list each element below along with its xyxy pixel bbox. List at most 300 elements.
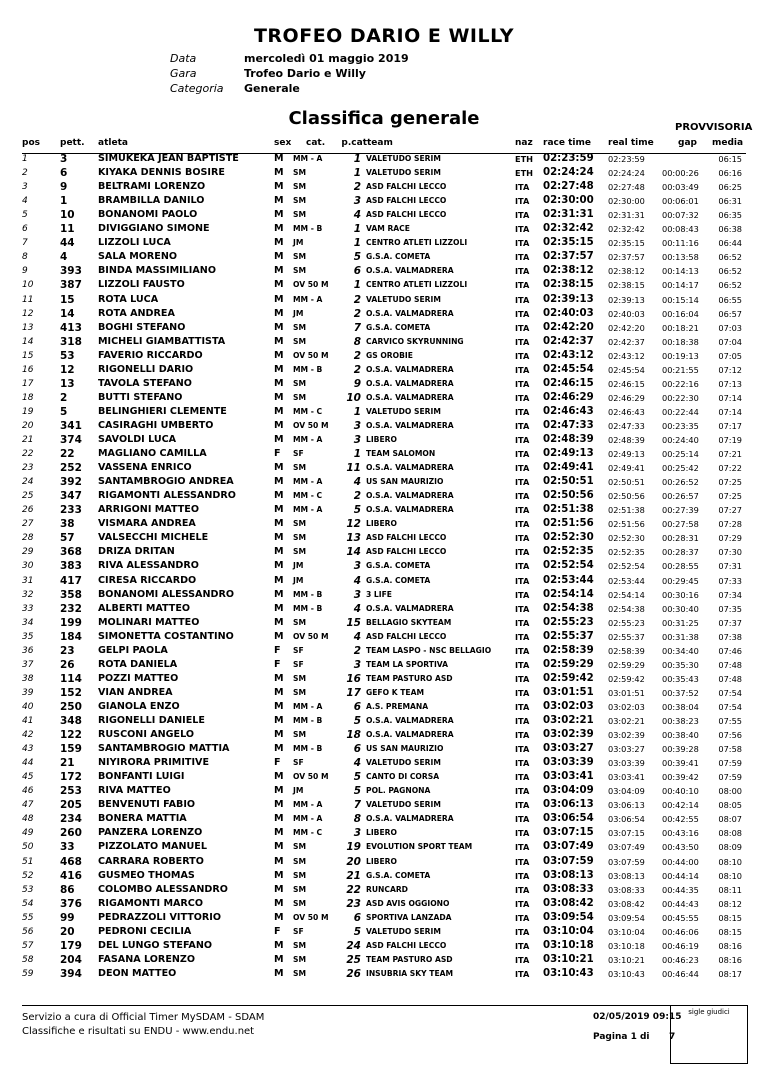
row-category: SM xyxy=(293,533,307,543)
row-bib: 57 xyxy=(60,532,75,545)
row-position: 20 xyxy=(22,420,34,431)
row-team: VALETUDO SERIM xyxy=(366,758,441,768)
row-category: MM - A xyxy=(293,154,323,163)
row-real-time: 02:46:29 xyxy=(608,392,645,403)
row-real-time: 03:03:39 xyxy=(608,758,645,769)
row-team: G.S.A. COMETA xyxy=(366,252,431,262)
row-pace: 06:35 xyxy=(718,210,742,221)
row-sex: M xyxy=(274,153,284,164)
row-bib: 9 xyxy=(60,181,68,194)
row-nation: ITA xyxy=(515,449,530,460)
row-gap: 00:13:58 xyxy=(662,252,699,263)
row-position: 53 xyxy=(22,884,34,895)
row-race-time: 02:46:43 xyxy=(543,405,594,417)
table-row xyxy=(0,461,768,475)
row-category: JM xyxy=(293,561,304,571)
row-position: 7 xyxy=(22,238,28,249)
row-sex: M xyxy=(274,897,284,909)
row-nation: ITA xyxy=(515,477,530,488)
row-nation: ITA xyxy=(515,856,530,867)
row-pace: 07:22 xyxy=(718,463,742,474)
row-pace: 07:48 xyxy=(718,673,742,684)
table-row xyxy=(0,194,768,208)
row-real-time: 02:52:35 xyxy=(608,547,645,558)
row-pace: 07:03 xyxy=(718,322,742,333)
row-sex: M xyxy=(274,743,284,755)
row-bib: 2 xyxy=(60,391,68,404)
row-real-time: 02:45:54 xyxy=(608,364,645,375)
row-category: OV 50 M xyxy=(293,350,329,360)
row-position: 2 xyxy=(22,168,28,179)
row-race-time: 03:10:04 xyxy=(543,925,594,937)
row-real-time: 02:38:15 xyxy=(608,280,645,291)
table-row xyxy=(0,602,768,616)
row-position: 44 xyxy=(22,758,34,769)
row-nation: ITA xyxy=(515,308,530,319)
col-pcat: p.cat xyxy=(341,138,367,148)
row-race-time: 02:52:35 xyxy=(543,546,594,558)
row-gap: 00:39:41 xyxy=(662,758,699,769)
row-athlete: VIAN ANDREA xyxy=(98,686,173,698)
table-header xyxy=(0,138,768,152)
row-bib: 387 xyxy=(60,279,82,292)
row-team: VAM RACE xyxy=(366,224,410,234)
row-race-time: 03:10:43 xyxy=(543,967,594,979)
row-sex: M xyxy=(274,265,284,277)
row-category-position: 5 xyxy=(353,785,361,798)
row-team: O.S.A. VALMADRERA xyxy=(366,266,454,276)
row-athlete: CASIRAGHI UMBERTO xyxy=(98,419,214,431)
row-gap: 00:28:31 xyxy=(662,533,699,544)
row-category-position: 10 xyxy=(346,391,361,404)
row-gap: 00:39:28 xyxy=(662,744,699,755)
row-race-time: 02:59:29 xyxy=(543,658,594,670)
row-sex: F xyxy=(274,644,281,656)
col-real-time: real time xyxy=(608,138,654,148)
row-category: SF xyxy=(293,449,304,459)
row-race-time: 02:47:33 xyxy=(543,419,594,431)
row-race-time: 02:51:38 xyxy=(543,504,594,516)
row-bib: 252 xyxy=(60,462,82,475)
row-category: OV 50 M xyxy=(293,280,329,290)
row-real-time: 03:02:21 xyxy=(608,716,645,726)
row-sex: M xyxy=(274,335,284,347)
row-gap: 00:23:35 xyxy=(662,420,699,431)
row-athlete: FASANA LORENZO xyxy=(98,953,196,965)
row-gap: 00:30:16 xyxy=(662,589,699,600)
row-pace: 07:31 xyxy=(718,561,742,572)
row-position: 25 xyxy=(22,491,34,502)
row-category-position: 20 xyxy=(346,855,361,868)
row-race-time: 02:46:15 xyxy=(543,377,594,389)
row-pace: 07:28 xyxy=(718,519,742,530)
row-pace: 07:12 xyxy=(718,364,742,375)
row-pace: 07:46 xyxy=(718,645,742,656)
row-nation: ITA xyxy=(515,884,530,895)
table-row xyxy=(0,433,768,447)
row-real-time: 03:10:18 xyxy=(608,940,645,951)
row-position: 4 xyxy=(22,196,28,207)
row-bib: 233 xyxy=(60,504,82,517)
row-nation: ITA xyxy=(515,687,530,698)
row-sex: M xyxy=(274,181,284,193)
row-race-time: 02:50:56 xyxy=(543,490,594,502)
row-gap: 00:40:10 xyxy=(662,786,699,797)
row-category-position: 3 xyxy=(353,560,361,573)
row-nation: ITA xyxy=(515,842,530,853)
row-bib: 199 xyxy=(60,616,82,629)
row-nation: ITA xyxy=(515,758,530,769)
row-pace: 07:25 xyxy=(718,477,742,488)
table-row xyxy=(0,293,768,307)
row-bib: 22 xyxy=(60,448,75,461)
row-bib: 44 xyxy=(60,237,75,250)
row-position: 56 xyxy=(22,926,34,937)
row-category-position: 6 xyxy=(353,700,361,713)
row-team: ASD FALCHI LECCO xyxy=(366,196,447,206)
row-real-time: 02:39:13 xyxy=(608,294,645,305)
row-gap: 00:46:06 xyxy=(662,926,699,937)
row-nation: ITA xyxy=(515,210,530,221)
row-sex: M xyxy=(274,209,284,221)
row-race-time: 03:02:03 xyxy=(543,700,594,712)
row-sex: M xyxy=(274,434,284,445)
table-row xyxy=(0,925,768,939)
row-athlete: ROTA DANIELA xyxy=(98,658,178,670)
row-real-time: 02:40:03 xyxy=(608,308,645,319)
row-athlete: BELINGHIERI CLEMENTE xyxy=(98,405,227,417)
row-category: SM xyxy=(293,730,307,740)
row-pace: 08:15 xyxy=(718,912,742,923)
row-nation: ITA xyxy=(515,968,530,979)
row-category-position: 6 xyxy=(353,265,361,278)
table-row xyxy=(0,166,768,180)
row-category-position: 7 xyxy=(353,799,361,812)
table-row xyxy=(0,307,768,321)
row-pace: 07:14 xyxy=(718,406,742,417)
row-gap: 00:28:37 xyxy=(662,547,699,558)
row-athlete: BONFANTI LUIGI xyxy=(98,771,185,783)
row-position: 3 xyxy=(22,182,28,193)
row-position: 54 xyxy=(22,898,34,909)
row-category: MM - A xyxy=(293,505,323,515)
table-row xyxy=(0,222,768,236)
row-bib: 341 xyxy=(60,419,82,432)
row-position: 46 xyxy=(22,786,34,797)
row-team: G.S.A. COMETA xyxy=(366,322,431,332)
row-athlete: ARRIGONI MATTEO xyxy=(98,504,199,516)
row-category: SF xyxy=(293,645,304,655)
print-timestamp: 02/05/2019 09:15 xyxy=(593,1012,682,1022)
row-category-position: 13 xyxy=(346,532,361,545)
table-row xyxy=(0,756,768,770)
row-sex: M xyxy=(274,686,284,698)
row-gap: 00:42:14 xyxy=(662,800,699,811)
row-race-time: 03:08:13 xyxy=(543,869,594,881)
row-bib: 416 xyxy=(60,869,82,882)
row-bib: 383 xyxy=(60,560,82,573)
row-category-position: 2 xyxy=(353,307,361,320)
row-sex: M xyxy=(274,883,284,895)
row-category-position: 6 xyxy=(353,911,361,924)
row-athlete: CARRARA ROBERTO xyxy=(98,855,204,867)
row-position: 41 xyxy=(22,716,34,726)
meta-categoria-value: Generale xyxy=(244,82,300,95)
row-pace: 06:52 xyxy=(718,266,742,277)
col-team: team xyxy=(367,138,393,148)
row-category-position: 23 xyxy=(346,897,361,910)
row-category: MM - B xyxy=(293,589,323,599)
row-position: 6 xyxy=(22,224,28,235)
row-athlete: RIGONELLI DANIELE xyxy=(98,715,205,726)
row-pace: 08:10 xyxy=(718,856,742,867)
row-athlete: BINDA MASSIMILIANO xyxy=(98,265,216,277)
row-team: ASD FALCHI LECCO xyxy=(366,182,447,192)
row-position: 10 xyxy=(22,280,34,291)
row-bib: 232 xyxy=(60,602,82,615)
row-position: 17 xyxy=(22,378,34,389)
row-athlete: PIZZOLATO MANUEL xyxy=(98,841,207,853)
row-pace: 08:16 xyxy=(718,940,742,951)
table-row xyxy=(0,714,768,728)
row-real-time: 03:07:15 xyxy=(608,828,645,839)
row-gap: 00:38:40 xyxy=(662,730,699,741)
row-bib: 348 xyxy=(60,715,82,727)
row-gap: 00:22:30 xyxy=(662,392,699,403)
table-row xyxy=(0,953,768,967)
row-real-time: 02:42:20 xyxy=(608,322,645,333)
row-category-position: 1 xyxy=(353,237,361,250)
row-nation: ITA xyxy=(515,252,530,263)
row-race-time: 03:02:21 xyxy=(543,715,594,726)
col-race-time: race time xyxy=(543,138,591,148)
table-row xyxy=(0,531,768,545)
row-nation: ITA xyxy=(515,730,530,741)
row-real-time: 03:03:27 xyxy=(608,744,645,755)
row-bib: 394 xyxy=(60,967,82,980)
row-pace: 07:19 xyxy=(718,435,742,445)
row-team: O.S.A. VALMADRERA xyxy=(366,505,454,515)
row-real-time: 02:50:51 xyxy=(608,477,645,488)
row-nation: ITA xyxy=(515,392,530,403)
row-gap: 00:44:43 xyxy=(662,898,699,909)
row-category: SF xyxy=(293,659,304,669)
row-category-position: 8 xyxy=(353,813,361,826)
row-gap: 00:39:42 xyxy=(662,772,699,783)
row-race-time: 02:37:57 xyxy=(543,251,594,263)
row-gap: 00:07:32 xyxy=(662,210,699,221)
row-gap: 00:27:58 xyxy=(662,519,699,530)
col-atleta: atleta xyxy=(98,138,128,148)
row-race-time: 03:08:33 xyxy=(543,883,594,895)
row-athlete: RIVA ALESSANDRO xyxy=(98,560,199,572)
row-category: SM xyxy=(293,617,307,627)
row-real-time: 02:48:39 xyxy=(608,435,645,445)
row-real-time: 02:51:56 xyxy=(608,519,645,530)
row-category-position: 25 xyxy=(346,953,361,966)
row-gap: 00:37:52 xyxy=(662,687,699,698)
row-real-time: 03:08:33 xyxy=(608,884,645,895)
row-pace: 08:17 xyxy=(718,968,742,979)
row-category-position: 4 xyxy=(353,602,361,615)
row-category: SM xyxy=(293,884,307,894)
row-pace: 07:04 xyxy=(718,336,742,347)
row-category-position: 8 xyxy=(353,335,361,348)
row-pace: 06:52 xyxy=(718,280,742,291)
row-race-time: 03:10:18 xyxy=(543,939,594,951)
row-position: 49 xyxy=(22,828,34,839)
table-row xyxy=(0,321,768,335)
row-pace: 07:35 xyxy=(718,603,742,614)
row-category: SM xyxy=(293,856,307,866)
row-real-time: 02:46:15 xyxy=(608,378,645,389)
row-nation: ITA xyxy=(515,575,530,586)
row-race-time: 03:03:27 xyxy=(543,743,594,755)
row-nation: ITA xyxy=(515,701,530,712)
row-athlete: BUTTI STEFANO xyxy=(98,391,183,403)
row-category: SM xyxy=(293,898,307,908)
row-race-time: 03:02:39 xyxy=(543,729,594,741)
row-bib: 152 xyxy=(60,686,82,699)
row-gap: 00:27:39 xyxy=(662,505,699,516)
row-real-time: 02:55:37 xyxy=(608,631,645,642)
row-category: JM xyxy=(293,575,304,585)
row-sex: M xyxy=(274,574,284,586)
row-nation: ITA xyxy=(515,280,530,291)
row-gap: 00:24:40 xyxy=(662,435,699,445)
row-pace: 06:57 xyxy=(718,308,742,319)
row-sex: M xyxy=(274,490,284,502)
row-nation: ITA xyxy=(515,519,530,530)
row-gap: 00:18:21 xyxy=(662,322,699,333)
row-category: OV 50 M xyxy=(293,772,329,782)
row-race-time: 02:54:38 xyxy=(543,602,594,614)
row-gap: 00:03:49 xyxy=(662,182,699,193)
row-real-time: 02:54:14 xyxy=(608,589,645,600)
row-gap: 00:46:44 xyxy=(662,968,699,979)
row-pace: 07:59 xyxy=(718,772,742,783)
row-nation: ITA xyxy=(515,589,530,600)
meta-data-value: mercoledì 01 maggio 2019 xyxy=(244,52,409,65)
row-nation: ITA xyxy=(515,505,530,516)
row-category-position: 5 xyxy=(353,504,361,517)
table-row xyxy=(0,236,768,250)
row-pace: 07:48 xyxy=(718,659,742,670)
row-real-time: 03:03:41 xyxy=(608,772,645,783)
row-pace: 07:17 xyxy=(718,420,742,431)
row-gap: 00:35:30 xyxy=(662,659,699,670)
row-sex: F xyxy=(274,925,281,937)
row-sex: M xyxy=(274,911,284,923)
row-nation: ITA xyxy=(515,800,530,811)
row-team: ASD FALCHI LECCO xyxy=(366,210,447,220)
row-race-time: 03:10:21 xyxy=(543,953,594,965)
row-race-time: 02:59:42 xyxy=(543,672,594,684)
table-row xyxy=(0,728,768,742)
row-gap: 00:15:14 xyxy=(662,294,699,305)
row-race-time: 02:49:41 xyxy=(543,462,594,474)
row-position: 34 xyxy=(22,617,34,628)
row-nation: ETH xyxy=(515,154,534,164)
row-athlete: SIMONETTA COSTANTINO xyxy=(98,630,234,642)
page-label: Pagina 1 di xyxy=(593,1032,650,1042)
row-position: 27 xyxy=(22,519,34,530)
row-race-time: 02:40:03 xyxy=(543,307,594,319)
row-real-time: 03:10:04 xyxy=(608,926,645,937)
row-category-position: 4 xyxy=(353,574,361,587)
row-category-position: 1 xyxy=(353,279,361,292)
row-sex: M xyxy=(274,223,284,235)
row-athlete: CIRESA RICCARDO xyxy=(98,574,197,586)
row-sex: M xyxy=(274,363,284,375)
row-team: TEAM PASTURO ASD xyxy=(366,673,453,683)
row-nation: ITA xyxy=(515,238,530,249)
row-gap: 00:30:40 xyxy=(662,603,699,614)
row-pace: 08:05 xyxy=(718,800,742,811)
row-team: A.S. PREMANA xyxy=(366,701,429,711)
row-gap: 00:14:17 xyxy=(662,280,699,291)
row-category-position: 5 xyxy=(353,771,361,784)
row-bib: 260 xyxy=(60,827,82,840)
row-bib: 13 xyxy=(60,377,75,390)
row-athlete: BOGHI STEFANO xyxy=(98,321,186,333)
row-nation: ITA xyxy=(515,828,530,839)
row-pace: 07:37 xyxy=(718,617,742,628)
row-gap: 00:31:25 xyxy=(662,617,699,628)
row-nation: ITA xyxy=(515,786,530,797)
row-category: SM xyxy=(293,182,307,192)
row-sex: M xyxy=(274,462,284,474)
row-sex: M xyxy=(274,546,284,558)
row-gap: 00:31:38 xyxy=(662,631,699,642)
row-team: G.S.A. COMETA xyxy=(366,870,431,880)
row-athlete: BONERA MATTIA xyxy=(98,813,187,825)
row-team: INSUBRIA SKY TEAM xyxy=(366,968,454,978)
table-row xyxy=(0,855,768,869)
row-sex: M xyxy=(274,953,284,965)
row-position: 28 xyxy=(22,533,34,544)
row-sex: M xyxy=(274,377,284,389)
row-sex: M xyxy=(274,715,284,726)
row-team: RUNCARD xyxy=(366,884,408,894)
row-category-position: 3 xyxy=(353,658,361,671)
row-category: MM - C xyxy=(293,828,323,838)
row-category: SM xyxy=(293,968,307,978)
table-row xyxy=(0,658,768,672)
row-bib: 15 xyxy=(60,293,75,306)
row-category: SF xyxy=(293,758,304,768)
row-bib: 250 xyxy=(60,700,82,713)
row-pace: 07:05 xyxy=(718,350,742,361)
row-race-time: 02:38:15 xyxy=(543,279,594,291)
row-category-position: 2 xyxy=(353,181,361,194)
row-pace: 07:58 xyxy=(718,744,742,755)
row-sex: M xyxy=(274,616,284,628)
row-category: SM xyxy=(293,687,307,697)
row-pace: 07:25 xyxy=(718,491,742,502)
row-team: VALETUDO SERIM xyxy=(366,406,441,416)
table-row xyxy=(0,644,768,658)
row-team: O.S.A. VALMADRERA xyxy=(366,392,454,402)
row-athlete: RUSCONI ANGELO xyxy=(98,729,195,741)
row-race-time: 02:24:24 xyxy=(543,167,594,179)
row-nation: ITA xyxy=(515,603,530,614)
row-category: MM - B xyxy=(293,364,323,374)
row-team: G.S.A. COMETA xyxy=(366,561,431,571)
row-team: G.S.A. COMETA xyxy=(366,575,431,585)
table-row xyxy=(0,883,768,897)
row-sex: M xyxy=(274,855,284,867)
